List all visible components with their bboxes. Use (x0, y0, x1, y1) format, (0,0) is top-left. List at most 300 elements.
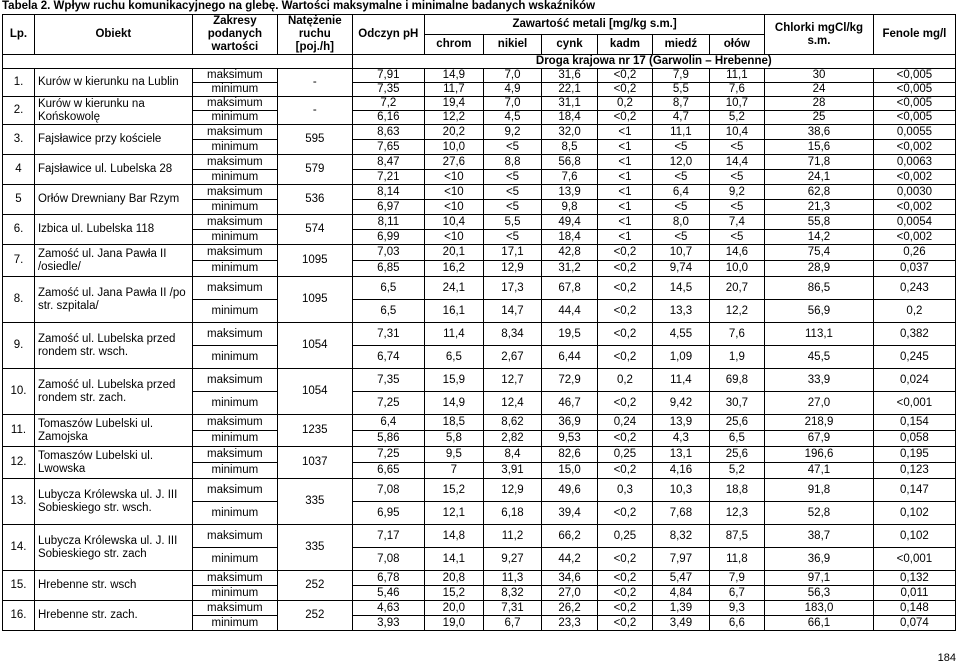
value-cell: 4,3 (653, 431, 709, 447)
site-name: Zamość ul. Jana Pawła II /po str. szpitala/ (34, 277, 192, 323)
header-chlorki: Chlorki mgCl/kg s.m. (765, 15, 874, 55)
site-name: Lubycza Królewska ul. J. III Sobieskiego str. zach (34, 525, 192, 571)
value-cell: 2,67 (483, 346, 542, 369)
value-cell: 0,0054 (873, 215, 955, 230)
site-name: Kurów w kierunku na Końskowolę (34, 97, 192, 125)
value-cell: 14,9 (425, 392, 484, 415)
value-cell: <10 (425, 200, 484, 215)
table-row (3, 69, 956, 83)
value-cell: 7,9 (653, 69, 709, 83)
table-row (3, 277, 956, 300)
value-cell: 8,32 (483, 586, 542, 601)
value-cell: 5,5 (653, 83, 709, 97)
value-cell: 6,7 (483, 616, 542, 631)
header-odczyn: Odczyn pH (352, 15, 424, 55)
value-cell: 4,84 (653, 586, 709, 601)
value-cell: 12,0 (653, 155, 709, 170)
header-chrom: chrom (425, 35, 484, 55)
table-row (3, 447, 956, 463)
table-row (3, 369, 956, 392)
site-name: Fajsławice ul. Lubelska 28 (34, 155, 192, 185)
value-cell: 11,2 (483, 525, 542, 548)
site-number: 4 (3, 155, 35, 185)
value-cell: 14,6 (709, 245, 764, 261)
value-cell: <5 (709, 170, 764, 185)
value-cell: 4,7 (653, 111, 709, 125)
value-cell: 6,5 (709, 431, 764, 447)
site-number: 8. (3, 277, 35, 323)
value-cell: 49,6 (542, 479, 597, 502)
header-nikiel: nikiel (483, 35, 542, 55)
value-cell: 67,9 (765, 431, 874, 447)
value-cell: 7,6 (542, 170, 597, 185)
header-cynk: cynk (542, 35, 597, 55)
range-min-label: minimum (192, 300, 277, 323)
value-cell: <0,2 (597, 300, 652, 323)
site-number: 6. (3, 215, 35, 245)
value-cell: 56,9 (765, 300, 874, 323)
range-min-label: minimum (192, 346, 277, 369)
value-cell: 66,1 (765, 616, 874, 631)
value-cell: 0,102 (873, 502, 955, 525)
value-cell: <0,005 (873, 97, 955, 111)
value-cell: 47,1 (765, 463, 874, 479)
value-cell: 34,6 (542, 571, 597, 586)
value-cell: <0,005 (873, 111, 955, 125)
value-cell: <5 (483, 170, 542, 185)
value-cell: <5 (483, 185, 542, 200)
site-name: Hrebenne str. zach. (34, 601, 192, 631)
value-cell: 31,2 (542, 261, 597, 277)
value-cell: 0,2 (597, 369, 652, 392)
value-cell: <1 (597, 155, 652, 170)
value-cell: 0,243 (873, 277, 955, 300)
value-cell: 8,11 (352, 215, 424, 230)
value-cell: <0,2 (597, 548, 652, 571)
road-heading: Droga krajowa nr 17 (Garwolin – Hrebenne) (352, 55, 955, 69)
value-cell: 46,7 (542, 392, 597, 415)
value-cell: 28 (765, 97, 874, 111)
value-cell: 6,99 (352, 230, 424, 245)
value-cell: 19,4 (425, 97, 484, 111)
value-cell: <1 (597, 125, 652, 140)
value-cell: 12,9 (483, 261, 542, 277)
value-cell: <0,2 (597, 601, 652, 616)
value-cell: 6,95 (352, 502, 424, 525)
value-cell: <1 (597, 215, 652, 230)
value-cell: 14,5 (653, 277, 709, 300)
value-cell: 2,82 (483, 431, 542, 447)
value-cell: 0,123 (873, 463, 955, 479)
header-miedz: miedź (653, 35, 709, 55)
value-cell: 7,65 (352, 140, 424, 155)
value-cell: <0,2 (597, 261, 652, 277)
traffic-volume: 1235 (277, 415, 352, 447)
value-cell: 3,49 (653, 616, 709, 631)
site-name: Zamość ul. Jana Pawła II /osiedle/ (34, 245, 192, 277)
value-cell: 7,91 (352, 69, 424, 83)
value-cell: <0,2 (597, 346, 652, 369)
range-min-label: minimum (192, 463, 277, 479)
value-cell: 9,3 (709, 601, 764, 616)
value-cell: 7,03 (352, 245, 424, 261)
value-cell: 0,25 (597, 447, 652, 463)
value-cell: 0,24 (597, 415, 652, 431)
value-cell: 24 (765, 83, 874, 97)
range-max-label: maksimum (192, 479, 277, 502)
value-cell: <5 (709, 230, 764, 245)
value-cell: 0,2 (597, 97, 652, 111)
value-cell: 10,4 (709, 125, 764, 140)
value-cell: 5,2 (709, 463, 764, 479)
value-cell: 5,47 (653, 571, 709, 586)
value-cell: <0,005 (873, 69, 955, 83)
traffic-volume: 335 (277, 479, 352, 525)
site-number: 14. (3, 525, 35, 571)
value-cell: 6,74 (352, 346, 424, 369)
value-cell: 5,8 (425, 431, 484, 447)
value-cell: 10,0 (425, 140, 484, 155)
range-max-label: maksimum (192, 323, 277, 346)
range-min-label: minimum (192, 83, 277, 97)
value-cell: <1 (597, 230, 652, 245)
value-cell: 0,26 (873, 245, 955, 261)
traffic-volume: - (277, 97, 352, 125)
site-number: 1. (3, 69, 35, 97)
value-cell: 11,1 (653, 125, 709, 140)
range-min-label: minimum (192, 140, 277, 155)
value-cell: 6,5 (352, 300, 424, 323)
value-cell: 8,47 (352, 155, 424, 170)
site-number: 3. (3, 125, 35, 155)
value-cell: 39,4 (542, 502, 597, 525)
range-min-label: minimum (192, 586, 277, 601)
value-cell: 56,8 (542, 155, 597, 170)
value-cell: 8,34 (483, 323, 542, 346)
value-cell: 18,8 (709, 479, 764, 502)
value-cell: 7,21 (352, 170, 424, 185)
table-row (3, 415, 956, 431)
header-obiekt: Obiekt (34, 15, 192, 55)
site-number: 16. (3, 601, 35, 631)
value-cell: <0,2 (597, 463, 652, 479)
header-kadm: kadm (597, 35, 652, 55)
site-name: Zamość ul. Lubelska przed rondem str. wsch. (34, 323, 192, 369)
site-name: Zamość ul. Lubelska przed rondem str. zach. (34, 369, 192, 415)
range-min-label: minimum (192, 616, 277, 631)
traffic-volume: - (277, 69, 352, 97)
value-cell: 49,4 (542, 215, 597, 230)
value-cell: 10,7 (709, 97, 764, 111)
value-cell: 8,5 (542, 140, 597, 155)
header-fenole: Fenole mg/l (873, 15, 955, 55)
table-row (3, 571, 956, 586)
value-cell: 15,0 (542, 463, 597, 479)
table-body (3, 55, 956, 631)
value-cell: 28,9 (765, 261, 874, 277)
value-cell: 0,0063 (873, 155, 955, 170)
site-name: Kurów w kierunku na Lublin (34, 69, 192, 97)
value-cell: 11,1 (709, 69, 764, 83)
value-cell: 4,63 (352, 601, 424, 616)
value-cell: 6,4 (653, 185, 709, 200)
range-max-label: maksimum (192, 155, 277, 170)
value-cell: <1 (597, 185, 652, 200)
value-cell: 5,2 (709, 111, 764, 125)
value-cell: 0,0055 (873, 125, 955, 140)
value-cell: 66,2 (542, 525, 597, 548)
value-cell: 86,5 (765, 277, 874, 300)
value-cell: 6,7 (709, 586, 764, 601)
value-cell: 15,9 (425, 369, 484, 392)
value-cell: <0,2 (597, 323, 652, 346)
value-cell: 6,4 (352, 415, 424, 431)
value-cell: 8,62 (483, 415, 542, 431)
value-cell: <10 (425, 170, 484, 185)
traffic-volume: 536 (277, 185, 352, 215)
value-cell: 18,5 (425, 415, 484, 431)
table-row (3, 155, 956, 170)
table-row (3, 97, 956, 111)
traffic-volume: 252 (277, 571, 352, 601)
header-zakresy: Zakresy podanych wartości (192, 15, 277, 55)
value-cell: 6,44 (542, 346, 597, 369)
table-row (3, 245, 956, 261)
value-cell: 30,7 (709, 392, 764, 415)
site-number: 12. (3, 447, 35, 479)
value-cell: 113,1 (765, 323, 874, 346)
site-number: 15. (3, 571, 35, 601)
value-cell: 20,1 (425, 245, 484, 261)
table-row (3, 601, 956, 616)
value-cell: 11,8 (709, 548, 764, 571)
table-row (3, 323, 956, 346)
traffic-volume: 1037 (277, 447, 352, 479)
value-cell: 1,9 (709, 346, 764, 369)
value-cell: <0,002 (873, 140, 955, 155)
value-cell: 9,2 (483, 125, 542, 140)
site-number: 10. (3, 369, 35, 415)
value-cell: 7,6 (709, 83, 764, 97)
value-cell: 21,3 (765, 200, 874, 215)
value-cell: 5,46 (352, 586, 424, 601)
header-natezenie: Natężenie ruchu [poj./h] (277, 15, 352, 55)
value-cell: 24,1 (425, 277, 484, 300)
value-cell: <0,2 (597, 277, 652, 300)
value-cell: 16,2 (425, 261, 484, 277)
value-cell: 7,08 (352, 548, 424, 571)
value-cell: <5 (483, 140, 542, 155)
value-cell: 9,74 (653, 261, 709, 277)
site-name: Fajsławice przy kościele (34, 125, 192, 155)
value-cell: 3,93 (352, 616, 424, 631)
value-cell: 183,0 (765, 601, 874, 616)
value-cell: 9,2 (709, 185, 764, 200)
range-max-label: maksimum (192, 125, 277, 140)
value-cell: 7,35 (352, 83, 424, 97)
value-cell: 7,17 (352, 525, 424, 548)
value-cell: 7,08 (352, 479, 424, 502)
value-cell: 25,6 (709, 415, 764, 431)
value-cell: 11,7 (425, 83, 484, 97)
value-cell: 3,91 (483, 463, 542, 479)
value-cell: 52,8 (765, 502, 874, 525)
value-cell: <0,001 (873, 548, 955, 571)
value-cell: 0,024 (873, 369, 955, 392)
range-max-label: maksimum (192, 571, 277, 586)
value-cell: <0,2 (597, 245, 652, 261)
value-cell: 82,6 (542, 447, 597, 463)
value-cell: 0,102 (873, 525, 955, 548)
traffic-volume: 335 (277, 525, 352, 571)
value-cell: 31,6 (542, 69, 597, 83)
value-cell: 4,16 (653, 463, 709, 479)
range-max-label: maksimum (192, 601, 277, 616)
value-cell: 0,154 (873, 415, 955, 431)
range-min-label: minimum (192, 111, 277, 125)
value-cell: 14,4 (709, 155, 764, 170)
value-cell: 19,0 (425, 616, 484, 631)
value-cell: 18,4 (542, 111, 597, 125)
value-cell: 6,5 (352, 277, 424, 300)
value-cell: 75,4 (765, 245, 874, 261)
value-cell: 20,2 (425, 125, 484, 140)
value-cell: 6,97 (352, 200, 424, 215)
value-cell: 0,011 (873, 586, 955, 601)
value-cell: <0,002 (873, 200, 955, 215)
value-cell: <0,2 (597, 431, 652, 447)
value-cell: 7,9 (709, 571, 764, 586)
value-cell: 9,27 (483, 548, 542, 571)
value-cell: 7,25 (352, 392, 424, 415)
traffic-volume: 579 (277, 155, 352, 185)
range-min-label: minimum (192, 502, 277, 525)
range-max-label: maksimum (192, 415, 277, 431)
value-cell: 14,9 (425, 69, 484, 83)
value-cell: 15,6 (765, 140, 874, 155)
header-lp: Lp. (3, 15, 35, 55)
value-cell: 9,42 (653, 392, 709, 415)
value-cell: 0,195 (873, 447, 955, 463)
traffic-volume: 1095 (277, 245, 352, 277)
value-cell: <0,2 (597, 69, 652, 83)
value-cell: 0,3 (597, 479, 652, 502)
value-cell: 44,2 (542, 548, 597, 571)
value-cell: 15,2 (425, 479, 484, 502)
traffic-volume: 1054 (277, 323, 352, 369)
value-cell: 6,6 (709, 616, 764, 631)
value-cell: <0,2 (597, 571, 652, 586)
value-cell: <0,2 (597, 392, 652, 415)
table-row (3, 215, 956, 230)
value-cell: 14,8 (425, 525, 484, 548)
range-min-label: minimum (192, 230, 277, 245)
value-cell: 9,5 (425, 447, 484, 463)
value-cell: 27,0 (542, 586, 597, 601)
value-cell: 8,63 (352, 125, 424, 140)
value-cell: 71,8 (765, 155, 874, 170)
value-cell: <5 (709, 140, 764, 155)
value-cell: 13,3 (653, 300, 709, 323)
value-cell: 14,2 (765, 230, 874, 245)
value-cell: 6,16 (352, 111, 424, 125)
value-cell: 196,6 (765, 447, 874, 463)
value-cell: 0,25 (597, 525, 652, 548)
value-cell: 24,1 (765, 170, 874, 185)
value-cell: 12,7 (483, 369, 542, 392)
value-cell: 4,9 (483, 83, 542, 97)
value-cell: 72,9 (542, 369, 597, 392)
value-cell: 12,9 (483, 479, 542, 502)
value-cell: 10,7 (653, 245, 709, 261)
traffic-volume: 595 (277, 125, 352, 155)
range-min-label: minimum (192, 261, 277, 277)
value-cell: 12,3 (709, 502, 764, 525)
value-cell: 13,1 (653, 447, 709, 463)
value-cell: 12,4 (483, 392, 542, 415)
value-cell: 6,18 (483, 502, 542, 525)
value-cell: 4,5 (483, 111, 542, 125)
traffic-volume: 574 (277, 215, 352, 245)
value-cell: 20,8 (425, 571, 484, 586)
value-cell: 6,85 (352, 261, 424, 277)
value-cell: 7 (425, 463, 484, 479)
value-cell: 32,0 (542, 125, 597, 140)
value-cell: 10,0 (709, 261, 764, 277)
value-cell: 0,0030 (873, 185, 955, 200)
value-cell: <0,2 (597, 616, 652, 631)
value-cell: 7,35 (352, 369, 424, 392)
value-cell: 0,245 (873, 346, 955, 369)
value-cell: 22,1 (542, 83, 597, 97)
value-cell: 218,9 (765, 415, 874, 431)
range-max-label: maksimum (192, 245, 277, 261)
value-cell: 25 (765, 111, 874, 125)
value-cell: <5 (709, 200, 764, 215)
value-cell: 55,8 (765, 215, 874, 230)
value-cell: 8,7 (653, 97, 709, 111)
site-name: Tomaszów Lubelski ul. Lwowska (34, 447, 192, 479)
site-number: 9. (3, 323, 35, 369)
header-metale: Zawartość metali [mg/kg s.m.] (425, 15, 765, 35)
value-cell: 91,8 (765, 479, 874, 502)
value-cell: 7,25 (352, 447, 424, 463)
table-caption: Tabela 2. Wpływ ruchu komunikacyjnego na glebę. Wartości maksymalne i minimalne badanych wskaźników (2, 0, 596, 12)
value-cell: 8,14 (352, 185, 424, 200)
value-cell: 16,1 (425, 300, 484, 323)
value-cell: 33,9 (765, 369, 874, 392)
value-cell: <0,2 (597, 111, 652, 125)
value-cell: 11,4 (425, 323, 484, 346)
value-cell: 23,3 (542, 616, 597, 631)
value-cell: <5 (653, 230, 709, 245)
value-cell: 27,0 (765, 392, 874, 415)
value-cell: 8,0 (653, 215, 709, 230)
range-max-label: maksimum (192, 369, 277, 392)
value-cell: <1 (597, 140, 652, 155)
value-cell: 7,2 (352, 97, 424, 111)
range-min-label: minimum (192, 170, 277, 185)
range-max-label: maksimum (192, 277, 277, 300)
value-cell: 13,9 (653, 415, 709, 431)
table-row (3, 479, 956, 502)
value-cell: 69,8 (709, 369, 764, 392)
value-cell: 6,78 (352, 571, 424, 586)
value-cell: 26,2 (542, 601, 597, 616)
value-cell: <10 (425, 185, 484, 200)
value-cell: 5,5 (483, 215, 542, 230)
value-cell: 38,6 (765, 125, 874, 140)
